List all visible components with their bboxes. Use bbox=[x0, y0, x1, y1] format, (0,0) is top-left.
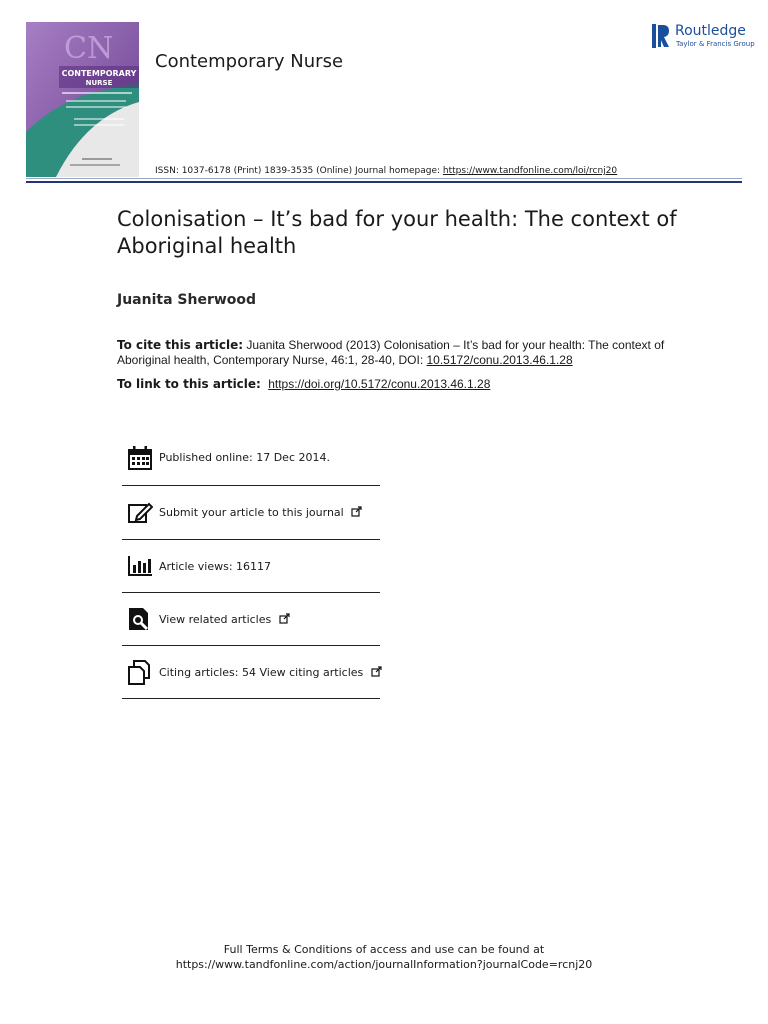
header-rule-thin bbox=[26, 178, 742, 179]
cite-text: Juanita Sherwood (2013) Colonisation – It’s bad for your health: The context of Aboriginal health, Contemporary Nurse, 46:1, 28-40, DOI: bbox=[117, 338, 665, 367]
journal-name: Contemporary Nurse bbox=[155, 51, 344, 72]
citing-articles-link[interactable]: Citing articles: 54 View citing articles bbox=[159, 666, 382, 679]
related-articles-item[interactable] bbox=[122, 593, 380, 646]
footer-terms-link[interactable]: https://www.tandfonline.com/action/journalInformation?journalCode=rcnj20 bbox=[175, 958, 593, 971]
article-info-list bbox=[122, 430, 380, 699]
related-articles-link[interactable]: View related articles bbox=[159, 613, 290, 626]
copy-documents-icon bbox=[127, 659, 153, 685]
submit-article-item[interactable] bbox=[122, 486, 380, 540]
article-link-block bbox=[117, 377, 490, 391]
cover-title-line1: CONTEMPORARY bbox=[61, 69, 137, 78]
external-link-icon bbox=[371, 666, 382, 677]
citation-block bbox=[117, 338, 677, 368]
cover-letters: CN bbox=[64, 31, 114, 66]
published-online-text: Published online: 17 Dec 2014. bbox=[159, 451, 330, 464]
article-title: Colonisation – It’s bad for your health: The context of Aboriginal health bbox=[117, 207, 677, 258]
journal-homepage-link[interactable]: https://www.tandfonline.com/loi/rcnj20 bbox=[442, 166, 618, 176]
link-label: To link to this article: bbox=[117, 377, 261, 391]
publisher-subtitle: Taylor & Francis Group bbox=[676, 40, 755, 48]
published-online-item bbox=[122, 430, 380, 486]
external-link-icon bbox=[351, 506, 362, 517]
document-search-icon bbox=[127, 606, 153, 632]
publisher-logo[interactable] bbox=[652, 22, 755, 52]
footer-line1: Full Terms & Conditions of access and use can be found at bbox=[223, 943, 545, 956]
article-views-text: Article views: 16117 bbox=[159, 559, 272, 573]
bar-chart-icon bbox=[127, 553, 153, 579]
header-rule-thick bbox=[26, 181, 742, 183]
journal-cover-image[interactable] bbox=[26, 22, 139, 177]
routledge-logo-icon bbox=[652, 22, 672, 50]
issn-line bbox=[155, 166, 617, 176]
article-views-item bbox=[122, 540, 380, 593]
publisher-name: Routledge bbox=[675, 23, 746, 39]
calendar-icon bbox=[127, 445, 153, 471]
cite-label: To cite this article: bbox=[117, 338, 244, 352]
external-link-icon bbox=[279, 613, 290, 624]
edit-pencil-icon bbox=[127, 500, 153, 526]
article-author: Juanita Sherwood bbox=[117, 292, 257, 308]
footer-terms bbox=[0, 942, 768, 972]
cover-title-line2: NURSE bbox=[85, 79, 113, 87]
issn-text: ISSN: 1037-6178 (Print) 1839-3535 (Online) Journal homepage: bbox=[155, 166, 443, 176]
cite-doi-link[interactable]: 10.5172/conu.2013.46.1.28 bbox=[426, 353, 573, 367]
article-doi-link[interactable]: https://doi.org/10.5172/conu.2013.46.1.28 bbox=[268, 377, 491, 391]
citing-articles-item[interactable] bbox=[122, 646, 380, 699]
submit-article-link[interactable]: Submit your article to this journal bbox=[159, 506, 362, 519]
